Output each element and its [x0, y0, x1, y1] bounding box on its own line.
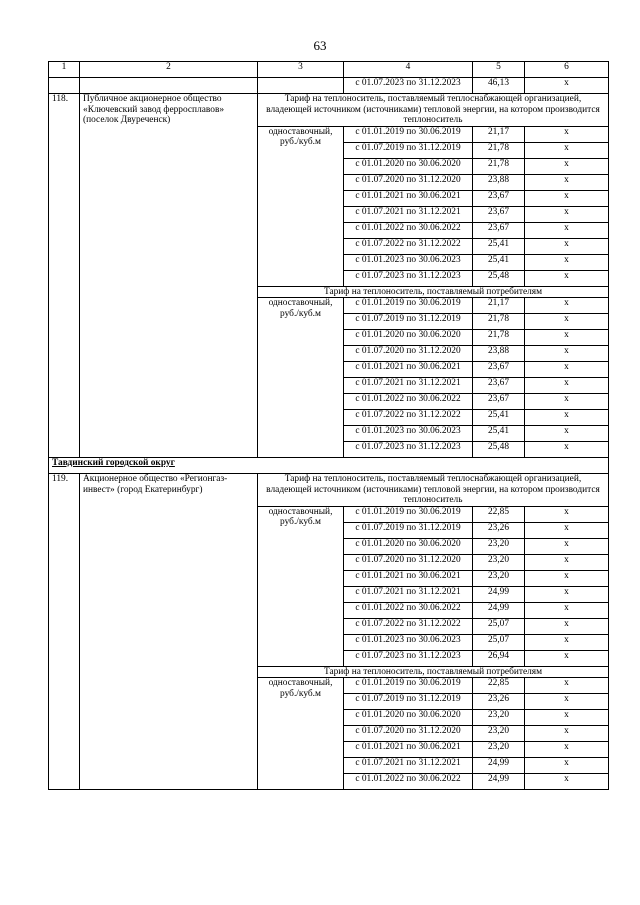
value-cell: 25,41 [473, 238, 525, 254]
value-cell: 26,94 [473, 650, 525, 666]
col6-cell: x [525, 694, 609, 710]
col6-cell: x [525, 538, 609, 554]
period-cell: с 01.01.2020 по 30.06.2020 [344, 330, 473, 346]
col6-cell: x [525, 78, 609, 94]
period-cell: с 01.07.2022 по 31.12.2022 [344, 238, 473, 254]
period-cell: с 01.07.2021 по 31.12.2021 [344, 586, 473, 602]
org-name: Публичное акционерное общество «Ключевский завод ферросплавов» (поселок Двуреченск) [80, 94, 258, 458]
col6-cell: x [525, 726, 609, 742]
value-cell: 23,67 [473, 190, 525, 206]
value-cell: 23,67 [473, 378, 525, 394]
col6-cell: x [525, 678, 609, 694]
col6-cell: x [525, 346, 609, 362]
value-cell: 22,85 [473, 678, 525, 694]
header-row [49, 62, 609, 78]
col6-cell: x [525, 758, 609, 774]
col6-cell: x [525, 742, 609, 758]
empty-cell [258, 78, 344, 94]
col6-cell: x [525, 410, 609, 426]
period-cell: с 01.07.2023 по 31.12.2023 [344, 78, 473, 94]
period-cell: с 01.07.2023 по 31.12.2023 [344, 442, 473, 458]
col6-cell: x [525, 426, 609, 442]
value-cell: 23,20 [473, 710, 525, 726]
org-name: Акционерное общество «Регионгаз-инвест» (город Екатеринбург) [80, 474, 258, 790]
value-cell: 23,20 [473, 538, 525, 554]
tariff-table [48, 61, 609, 790]
col6-cell: x [525, 618, 609, 634]
period-cell: с 01.07.2019 по 31.12.2019 [344, 522, 473, 538]
period-cell: с 01.07.2020 по 31.12.2020 [344, 346, 473, 362]
col6-cell: x [525, 394, 609, 410]
col6-cell: x [525, 142, 609, 158]
value-cell: 23,88 [473, 174, 525, 190]
col6-cell: x [525, 774, 609, 790]
col6-cell: x [525, 254, 609, 270]
period-cell: с 01.07.2021 по 31.12.2021 [344, 206, 473, 222]
period-cell: с 01.01.2022 по 30.06.2022 [344, 394, 473, 410]
tariff-unit: одноставочный, руб./куб.м [258, 298, 344, 458]
period-cell: с 01.01.2022 по 30.06.2022 [344, 774, 473, 790]
period-cell: с 01.01.2023 по 30.06.2023 [344, 254, 473, 270]
value-cell: 23,20 [473, 726, 525, 742]
period-cell: с 01.07.2023 по 31.12.2023 [344, 650, 473, 666]
col6-cell: x [525, 586, 609, 602]
period-cell: с 01.01.2022 по 30.06.2022 [344, 222, 473, 238]
period-cell: с 01.07.2021 по 31.12.2021 [344, 378, 473, 394]
period-cell: с 01.01.2019 по 30.06.2019 [344, 126, 473, 142]
period-cell: с 01.01.2019 по 30.06.2019 [344, 678, 473, 694]
value-cell: 23,67 [473, 394, 525, 410]
period-cell: с 01.01.2021 по 30.06.2021 [344, 570, 473, 586]
col6-cell: x [525, 298, 609, 314]
tariff-unit: одноставочный, руб./куб.м [258, 678, 344, 790]
col6-cell: x [525, 190, 609, 206]
col6-cell: x [525, 602, 609, 618]
value-cell: 25,41 [473, 410, 525, 426]
value-cell: 21,78 [473, 330, 525, 346]
value-cell: 21,78 [473, 314, 525, 330]
value-cell: 21,17 [473, 298, 525, 314]
col6-cell: x [525, 362, 609, 378]
period-cell: с 01.07.2022 по 31.12.2022 [344, 410, 473, 426]
period-cell: с 01.01.2023 по 30.06.2023 [344, 426, 473, 442]
value-cell: 25,41 [473, 254, 525, 270]
value-cell: 23,67 [473, 206, 525, 222]
col6-cell: x [525, 522, 609, 538]
value-cell: 25,07 [473, 618, 525, 634]
period-cell: с 01.01.2021 по 30.06.2021 [344, 742, 473, 758]
org-number: 118. [49, 94, 80, 458]
col6-cell: x [525, 570, 609, 586]
col6-cell: x [525, 158, 609, 174]
period-cell: с 01.01.2020 по 30.06.2020 [344, 158, 473, 174]
value-cell: 25,07 [473, 634, 525, 650]
tariff-table-body [49, 62, 609, 790]
col6-cell: x [525, 330, 609, 346]
col6-cell: x [525, 506, 609, 522]
value-cell: 23,88 [473, 346, 525, 362]
col6-cell: x [525, 634, 609, 650]
district-cell [49, 458, 609, 474]
header-cell: 3 [258, 62, 344, 78]
period-cell: с 01.07.2023 по 31.12.2023 [344, 270, 473, 286]
value-cell: 46,13 [473, 78, 525, 94]
period-cell: с 01.01.2023 по 30.06.2023 [344, 634, 473, 650]
value-cell: 21,78 [473, 158, 525, 174]
period-cell: с 01.07.2020 по 31.12.2020 [344, 726, 473, 742]
col6-cell: x [525, 270, 609, 286]
col6-cell: x [525, 710, 609, 726]
period-cell: с 01.01.2022 по 30.06.2022 [344, 602, 473, 618]
tariff-caption-row [49, 474, 609, 507]
tariff-caption: Тариф на теплоноситель, поставляемый теплоснабжающей организацией, владеющей источником (источниками) тепловой энергии, на котором производится теплоноситель [258, 94, 609, 127]
header-cell: 2 [80, 62, 258, 78]
value-cell: 23,26 [473, 694, 525, 710]
col6-cell: x [525, 442, 609, 458]
period-cell: с 01.07.2022 по 31.12.2022 [344, 618, 473, 634]
empty-cell [49, 78, 80, 94]
value-cell: 25,48 [473, 270, 525, 286]
district-name: Тавдинский городской округ [52, 458, 175, 469]
period-cell: с 01.07.2020 по 31.12.2020 [344, 554, 473, 570]
header-cell: 4 [344, 62, 473, 78]
value-cell: 24,99 [473, 602, 525, 618]
value-cell: 23,67 [473, 362, 525, 378]
district-row [49, 458, 609, 474]
period-cell: с 01.07.2019 по 31.12.2019 [344, 314, 473, 330]
tariff-caption: Тариф на теплоноситель, поставляемый теплоснабжающей организацией, владеющей источником (источниками) тепловой энергии, на котором производится теплоноситель [258, 474, 609, 507]
value-cell: 23,20 [473, 554, 525, 570]
period-cell: с 01.01.2019 по 30.06.2019 [344, 506, 473, 522]
period-cell: с 01.01.2021 по 30.06.2021 [344, 362, 473, 378]
value-cell: 23,26 [473, 522, 525, 538]
value-cell: 24,99 [473, 774, 525, 790]
period-cell: с 01.01.2021 по 30.06.2021 [344, 190, 473, 206]
value-cell: 22,85 [473, 506, 525, 522]
col6-cell: x [525, 238, 609, 254]
col6-cell: x [525, 174, 609, 190]
value-cell: 21,78 [473, 142, 525, 158]
value-cell: 25,48 [473, 442, 525, 458]
period-cell: с 01.07.2019 по 31.12.2019 [344, 694, 473, 710]
period-cell: с 01.01.2020 по 30.06.2020 [344, 710, 473, 726]
col6-cell: x [525, 378, 609, 394]
col6-cell: x [525, 126, 609, 142]
value-cell: 25,41 [473, 426, 525, 442]
header-cell: 6 [525, 62, 609, 78]
page-number: 63 [313, 38, 327, 53]
value-cell: 23,20 [473, 742, 525, 758]
value-cell: 23,20 [473, 570, 525, 586]
period-cell: с 01.01.2019 по 30.06.2019 [344, 298, 473, 314]
value-cell: 23,67 [473, 222, 525, 238]
tariff-caption: Тариф на теплоноситель, поставляемый потребителям [258, 666, 609, 678]
period-cell: с 01.07.2019 по 31.12.2019 [344, 142, 473, 158]
header-cell: 5 [473, 62, 525, 78]
period-cell: с 01.07.2021 по 31.12.2021 [344, 758, 473, 774]
col6-cell: x [525, 554, 609, 570]
col6-cell: x [525, 650, 609, 666]
tariff-caption-row [49, 94, 609, 127]
col6-cell: x [525, 314, 609, 330]
tariff-unit: одноставочный, руб./куб.м [258, 506, 344, 666]
tariff-caption: Тариф на теплоноситель, поставляемый потребителям [258, 286, 609, 298]
value-cell: 24,99 [473, 586, 525, 602]
value-cell: 24,99 [473, 758, 525, 774]
org-number: 119. [49, 474, 80, 790]
empty-cell [80, 78, 258, 94]
tariff-unit: одноставочный, руб./куб.м [258, 126, 344, 286]
col6-cell: x [525, 222, 609, 238]
period-cell: с 01.01.2020 по 30.06.2020 [344, 538, 473, 554]
carry-over-row [49, 78, 609, 94]
value-cell: 21,17 [473, 126, 525, 142]
col6-cell: x [525, 206, 609, 222]
header-cell: 1 [49, 62, 80, 78]
period-cell: с 01.07.2020 по 31.12.2020 [344, 174, 473, 190]
